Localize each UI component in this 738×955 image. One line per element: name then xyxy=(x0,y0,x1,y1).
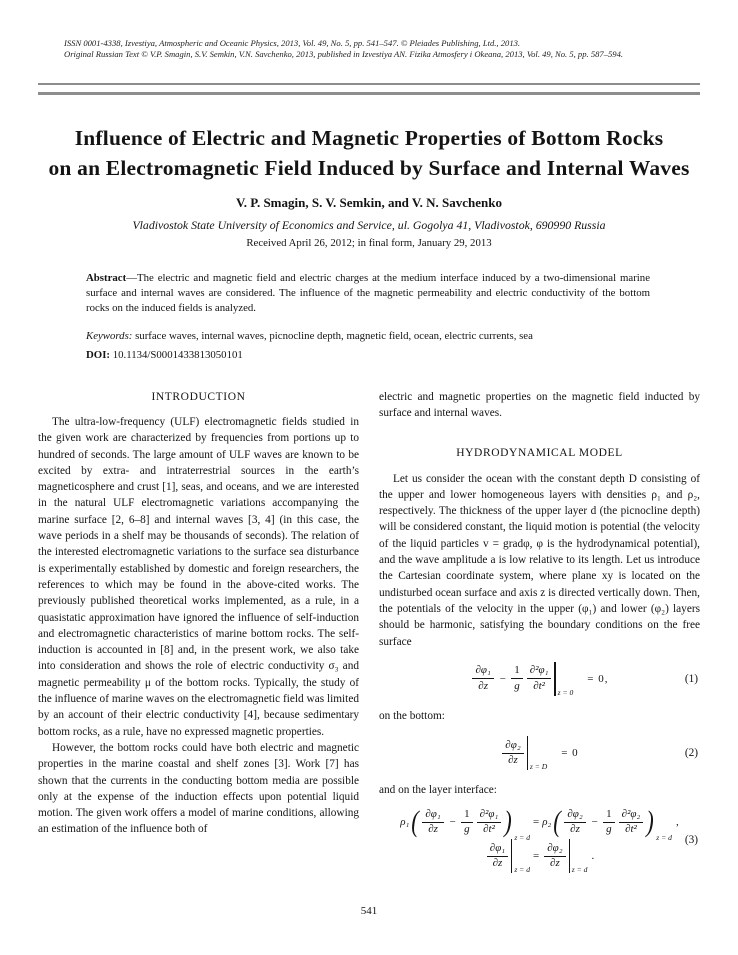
vertical-bar xyxy=(527,736,528,770)
vertical-bar xyxy=(569,839,570,873)
affiliation: Vladivostok State University of Economics and Service, ul. Gogolya 41, Vladivostok, 690990 Russia xyxy=(132,217,606,232)
fraction-numerator: ∂φ₁ xyxy=(422,809,443,823)
evaluation-bar xyxy=(569,839,588,873)
abstract xyxy=(86,271,650,317)
right-column xyxy=(379,389,700,883)
fraction xyxy=(477,809,502,836)
equation-number: (2) xyxy=(684,747,698,760)
fraction-denominator: ∂z xyxy=(492,857,503,870)
body-columns xyxy=(38,389,700,883)
section-heading-introduction: INTRODUCTION xyxy=(151,390,246,403)
fraction-denominator: g xyxy=(514,679,520,692)
doi-label: DOI: xyxy=(86,348,110,361)
equals-operator: = xyxy=(533,816,540,829)
fraction xyxy=(527,665,552,692)
keywords xyxy=(86,330,650,342)
fraction xyxy=(603,809,615,836)
fraction-denominator: ∂z xyxy=(478,679,488,692)
received-dates: Received April 26, 2012; in final form, January 29, 2013 xyxy=(246,236,492,249)
equation-3 xyxy=(379,807,700,873)
density-coefficient: ρ₁ xyxy=(400,816,410,829)
evaluation-condition: z = 0 xyxy=(557,687,574,697)
fraction-denominator: ∂z xyxy=(570,823,580,836)
introduction-paragraph-2: However, the bottom rocks could have both electric and magnetic properties in the marine coastal and shelf zones [3]. Work [7] has shown that the currents in the conducting bottom media are possible only at the expense of the induction effects upon potential liquid motion. The given work offers a model of marine conditions, allowing an estimation of the influence both of xyxy=(38,741,359,836)
fraction xyxy=(487,843,508,870)
doi xyxy=(86,349,650,361)
fraction-numerator: ∂²φ₁ xyxy=(477,809,502,823)
fraction-denominator: ∂t² xyxy=(533,679,545,692)
abstract-text: —The electric and magnetic field and electric charges at the medium interface induced by a two-dimensional marine surface and internal waves are considered. The influence of the magnetic permeability and electric conductivity of the bottom rocks on the induced fields is analyzed. xyxy=(86,271,650,315)
left-column xyxy=(38,389,359,883)
evaluation-bar xyxy=(554,662,573,696)
fraction-denominator: ∂z xyxy=(428,823,438,836)
equation-2-body xyxy=(500,736,578,770)
on-interface-text: and on the layer interface: xyxy=(379,784,497,797)
evaluation-bar xyxy=(527,736,548,770)
fraction-numerator: 1 xyxy=(511,665,523,679)
header-divider-rule xyxy=(38,83,700,95)
right-parenthesis: ) xyxy=(646,805,655,839)
introduction-paragraph-1: The ultra-low-frequency (ULF) electromagnetic fields studied in the given work are characterized by frequencies from portions up to hundred of seconds. The large amount of ULF waves are known to be excited by extra- and intraterrestrial sources in the earth’s magneticosphere and crust [1], seas, and oceans, and we are interested in the natural ULF electromagnetic variations accompanying the marine surface [2, 6–8] and internal waves [3, 4] (in this case, the wave periods in a shelf may be thousands of seconds). The relation of the interested electromagnetic variations to the surface sea disturbance is experimentally established by domestic and foreign researchers, the references to which may be found in the above-cited works. The previously published theoretical works implemented, as a rule, in a quasistatic approximation have ignored the influence of self-induction and electromagnetic characteristics of marine bottom rocks. The self-induction is accounted in [8] and, in the present work, we also take into consideration and shows the role of electric conductivity σ₃ and magnetic permeability μ of the bottom rocks. Typically, the study of the influence of marine waves on the electromagnetic field was limited by an account of their electric conductivity [4], because sedimentary bottom rocks, as a rule, have no expressed magnetic properties. xyxy=(38,416,359,738)
journal-header-line1: ISSN 0001-4338, Izvestiya, Atmospheric and Oceanic Physics, 2013, Vol. 49, No. 5, pp. 541–547. © Pleiades Publishing, Ltd., 2013. xyxy=(64,38,521,48)
fraction-numerator: ∂φ₂ xyxy=(544,843,565,857)
minus-operator: − xyxy=(590,816,599,829)
on-bottom-text: on the bottom: xyxy=(379,709,445,722)
keywords-text: surface waves, internal waves, picnocline depth, magnetic field, ocean, electric currents, sea xyxy=(132,329,533,342)
fraction xyxy=(564,809,585,836)
fraction xyxy=(472,665,493,692)
density-coefficient: ρ₂ xyxy=(542,816,552,829)
trailing-period: . xyxy=(591,850,595,863)
equation-3-body xyxy=(400,807,678,873)
fraction xyxy=(544,843,565,870)
equation-1-body xyxy=(470,662,608,696)
right-parenthesis: ) xyxy=(504,805,513,839)
fraction-numerator: ∂²φ₂ xyxy=(619,809,644,823)
journal-header xyxy=(64,38,700,61)
fraction xyxy=(619,809,644,836)
fraction-numerator: ∂φ₁ xyxy=(487,843,508,857)
paper-title-line2: on an Electromagnetic Field Induced by Surface and Internal Waves xyxy=(48,156,690,181)
equation-rhs: = 0, xyxy=(587,672,609,685)
equals-operator: = xyxy=(533,850,540,863)
fraction-numerator: ∂φ₂ xyxy=(564,809,585,823)
evaluation-condition: z = d xyxy=(514,865,531,875)
authors: V. P. Smagin, S. V. Semkin, and V. N. Savchenko xyxy=(235,194,502,210)
vertical-bar xyxy=(511,839,512,873)
minus-operator: − xyxy=(498,672,507,685)
fraction-numerator: 1 xyxy=(603,809,615,823)
fraction-numerator: 1 xyxy=(461,809,473,823)
keywords-label: Keywords: xyxy=(86,329,133,342)
subscript-condition: z = d xyxy=(656,833,672,843)
vertical-bar xyxy=(554,662,555,696)
equation-3-row1 xyxy=(400,805,679,843)
equation-number: (3) xyxy=(684,834,698,847)
fraction-denominator: ∂z xyxy=(508,754,518,767)
fraction-denominator: ∂t² xyxy=(483,823,495,836)
section-heading-hydrodynamical-model: HYDRODYNAMICAL MODEL xyxy=(456,447,623,460)
fraction xyxy=(511,665,523,692)
introduction-continuation: electric and magnetic properties on the magnetic field inducted by surface and internal waves. xyxy=(379,390,700,419)
evaluation-condition: z = d xyxy=(571,865,588,875)
paper-title xyxy=(38,123,700,184)
evaluation-condition: z = D xyxy=(529,761,548,771)
fraction-numerator: ∂φ₁ xyxy=(472,665,493,679)
fraction-denominator: ∂z xyxy=(550,857,560,870)
left-parenthesis: ( xyxy=(553,805,562,839)
paper-page xyxy=(38,0,700,953)
paper-title-line1: Influence of Electric and Magnetic Properties of Bottom Rocks xyxy=(74,125,664,150)
fraction-numerator: ∂φ₂ xyxy=(502,740,523,754)
fraction-denominator: g xyxy=(606,823,612,836)
fraction-denominator: g xyxy=(464,823,470,836)
page-number: 541 xyxy=(360,905,378,917)
fraction xyxy=(461,809,473,836)
abstract-label: Abstract xyxy=(86,271,127,284)
equation-number: (1) xyxy=(684,672,698,685)
fraction xyxy=(502,740,523,767)
subscript-condition: z = d xyxy=(514,833,531,843)
equation-3-row2 xyxy=(485,839,594,873)
journal-header-line2: Original Russian Text © V.P. Smagin, S.V. Semkin, V.N. Savchenko, 2013, published in Izvestiya AN. Fizika Atmosfery i Okeana, 2013, Vol. 49, No. 5, pp. 587–594. xyxy=(64,49,624,60)
equation-1 xyxy=(379,659,700,699)
equation-2 xyxy=(379,733,700,773)
trailing-comma: , xyxy=(675,816,679,829)
fraction xyxy=(422,809,443,836)
equation-rhs: = 0 xyxy=(561,747,579,759)
minus-operator: − xyxy=(448,816,457,829)
fraction-denominator: ∂t² xyxy=(625,823,637,836)
left-parenthesis: ( xyxy=(411,805,420,839)
doi-value: 10.1134/S0001433813050101 xyxy=(110,348,243,361)
hydrodynamical-paragraph-1: Let us consider the ocean with the constant depth D consisting of the upper and lower homogeneous layers with densities ρ₁ and ρ₂, respectively. The thickness of the upper layer d (the picnocline depth) will be considered constant, the liquid motion is potential (the velocity of the liquid particles v = gradφ, φ is the hydrodynamical potential), and the wave amplitude a is low relative to its length. Let us introduce the Cartesian coordinate system, where plane xy is located on the undisturbed ocean surface and axis z is directed vertically down. Then, the potentials of the velocity in the upper (φ₁) and lower (φ₂) layers should be harmonic, satisfying the boundary conditions on the free surface xyxy=(379,472,700,648)
fraction-numerator: ∂²φ₁ xyxy=(527,665,552,679)
